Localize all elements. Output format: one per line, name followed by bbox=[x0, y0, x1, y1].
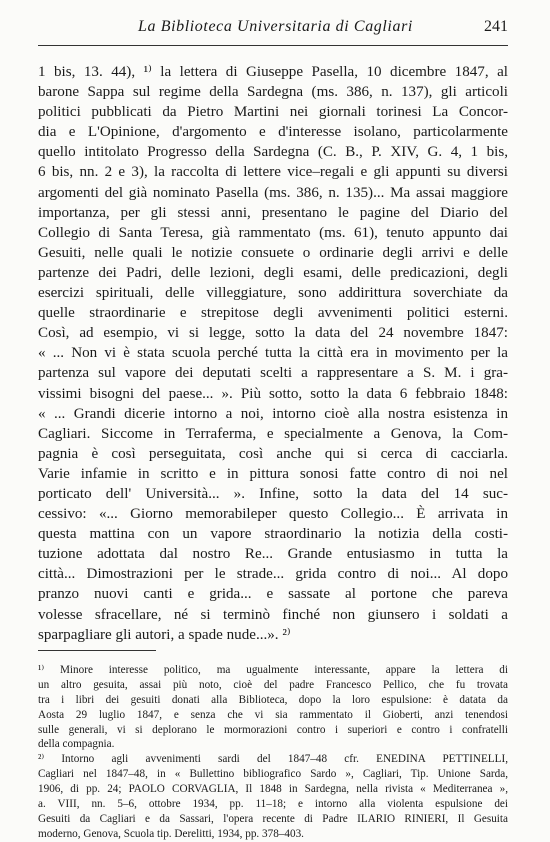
text-line: barone Sappa sul regime della Sardegna (ms. 386, n. 137), gli articoli bbox=[38, 84, 508, 101]
text-line: quelle straordinarie e strepitose degli avvenimenti politici esterni. bbox=[38, 305, 508, 322]
text-line: vissimi bisogni del paese... ». Più sotto, sotto la data 6 febbraio 1848: bbox=[38, 385, 508, 402]
text-line: quello intitolato Progresso della Sardegna (C. B., P. XIV, G. 4, 1 bis, bbox=[38, 144, 508, 161]
text-line: Collegio di Santa Teresa, già rammentato (ms. 61), tenuto appunto dai bbox=[38, 224, 508, 241]
text-line: « ... Non vi è stata scuola perché tutta la città era in movimento per la bbox=[38, 345, 508, 362]
footnote-line: moderno, Genova, Scuola tip. Derelitti, 1934, pp. 378–403. bbox=[38, 827, 304, 840]
page-number: 241 bbox=[484, 18, 508, 35]
text-line: Cagliari. Siccome in Terraferma, e specialmente a Genova, la Com- bbox=[38, 425, 508, 442]
text-line: pagnia è così perseguitata, così anche qui si cerca di cacciarla. bbox=[38, 445, 508, 462]
text-line: politici pubblicati da Pietro Martini nei giornali torinesi La Concor- bbox=[38, 104, 508, 121]
text-line: partenze dei Padri, delle lezioni, degli esami, delle predicazioni, degli bbox=[38, 264, 508, 281]
text-line: tuzione adottata dal nostro Re... Grande entusiasmo in tutta la bbox=[38, 546, 508, 563]
text-line: sparpagliare gli autori, a spade nude...». ²⁾ bbox=[38, 626, 291, 643]
page-header bbox=[38, 18, 508, 40]
footnotes bbox=[38, 663, 508, 842]
text-line: « ... Grandi dicerie intorno a noi, intorno cioè alla nostra esistenza in bbox=[38, 405, 508, 422]
footnote-line: 1906, di pp. 24; PAOLO CORVAGLIA, Il 1848 in Sardegna, nella rivista « Mediterranea », bbox=[38, 783, 508, 796]
footnote-line: a. VIII, nn. 5–6, ottobre 1934, pp. 11–18; e intorno alla violenta espulsione dei bbox=[38, 798, 508, 811]
text-line: Gesuiti, nelle quali le notizie consuete o ordinarie degli arrivi e delle bbox=[38, 244, 508, 261]
footnote-line: un altro gesuita, assai più noto, cioè del padre Francesco Pellico, che fu trovata bbox=[38, 678, 508, 691]
text-line: città... Dimostrazioni per le strade... grida contro di noi... Al dopo bbox=[38, 566, 508, 583]
footnote-line: Aosta 29 luglio 1847, e senza che vi sia rammentato il Gioberti, anzi tenendosi bbox=[38, 708, 508, 721]
text-line: cessivo: «... Giorno memorabileper questo Collegio... È arrivata in bbox=[38, 506, 508, 523]
footnote-line: della compagnia. bbox=[38, 738, 115, 751]
footnote-line: Cagliari nel 1847–48, in « Bullettino bibliografico Sardo », Cagliari, Tip. Unione Sarda, bbox=[38, 768, 508, 781]
text-line: esercizi spirituali, delle villeggiature, sono addirittura soverchiate da bbox=[38, 285, 508, 302]
running-title: La Biblioteca Universitaria di Cagliari bbox=[138, 18, 413, 35]
footnote-line: ²⁾ Intorno agli avvenimenti sardi del 1847–48 cfr. ENEDINA PETTINELLI, bbox=[38, 753, 508, 766]
header-rule bbox=[38, 45, 508, 46]
footnote-line: tra i libri dei gesuiti donati alla Biblioteca, dopo la loro espulsione: è datata da bbox=[38, 693, 508, 706]
text-line: importanza, per gli stessi anni, presentano le pagine del Diario del bbox=[38, 204, 508, 221]
footnote-rule bbox=[38, 650, 156, 651]
text-line: Varie infamie in scritto e in pittura sonosi fatte contro di noi nel bbox=[38, 465, 508, 482]
footnote-line: sulle generali, vi si deplorano le mormorazioni contro i superiori e contro i confratelli bbox=[38, 723, 508, 736]
text-line: questa mattina con un vapore straordinario la notizia della costi- bbox=[38, 526, 508, 543]
text-line: partenza sul vapore dei deputati scelti a rappresentare a S. M. i gra- bbox=[38, 365, 508, 382]
text-line: volesse sfracellare, né si terminò finché non giunsero i soldati a bbox=[38, 606, 508, 623]
footnote-line: ¹⁾ Minore interesse politico, ma ugualmente interessante, appare la lettera di bbox=[38, 664, 508, 676]
text-line: 6 bis, nn. 2 e 3), la raccolta di lettere vice–regali e gli appunti su diversi bbox=[38, 164, 508, 181]
main-text bbox=[38, 62, 508, 645]
text-line: porticato dell' Università... ». Infine, sotto la data del 14 suc- bbox=[38, 485, 508, 502]
text-line: dia e L'Opinione, d'argomento e d'interesse isolano, particolarmente bbox=[38, 124, 508, 141]
footnote-line: Gesuiti da Cagliari e da Sassari, l'opera recente di Padre ILARIO RINIERI, Il Gesuita bbox=[38, 812, 508, 825]
text-line: pranzo nuovi canti e grida... e sassate al portone che pareva bbox=[38, 586, 508, 603]
text-line: 1 bis, 13. 44), ¹⁾ la lettera di Giuseppe Pasella, 10 dicembre 1847, al bbox=[38, 64, 508, 80]
text-line: Così, ad esempio, vi si legge, sotto la data del 24 novembre 1847: bbox=[38, 325, 508, 342]
text-line: argomenti del già nominato Pasella (ms. 386, n. 135)... Ma assai maggiore bbox=[38, 184, 508, 201]
